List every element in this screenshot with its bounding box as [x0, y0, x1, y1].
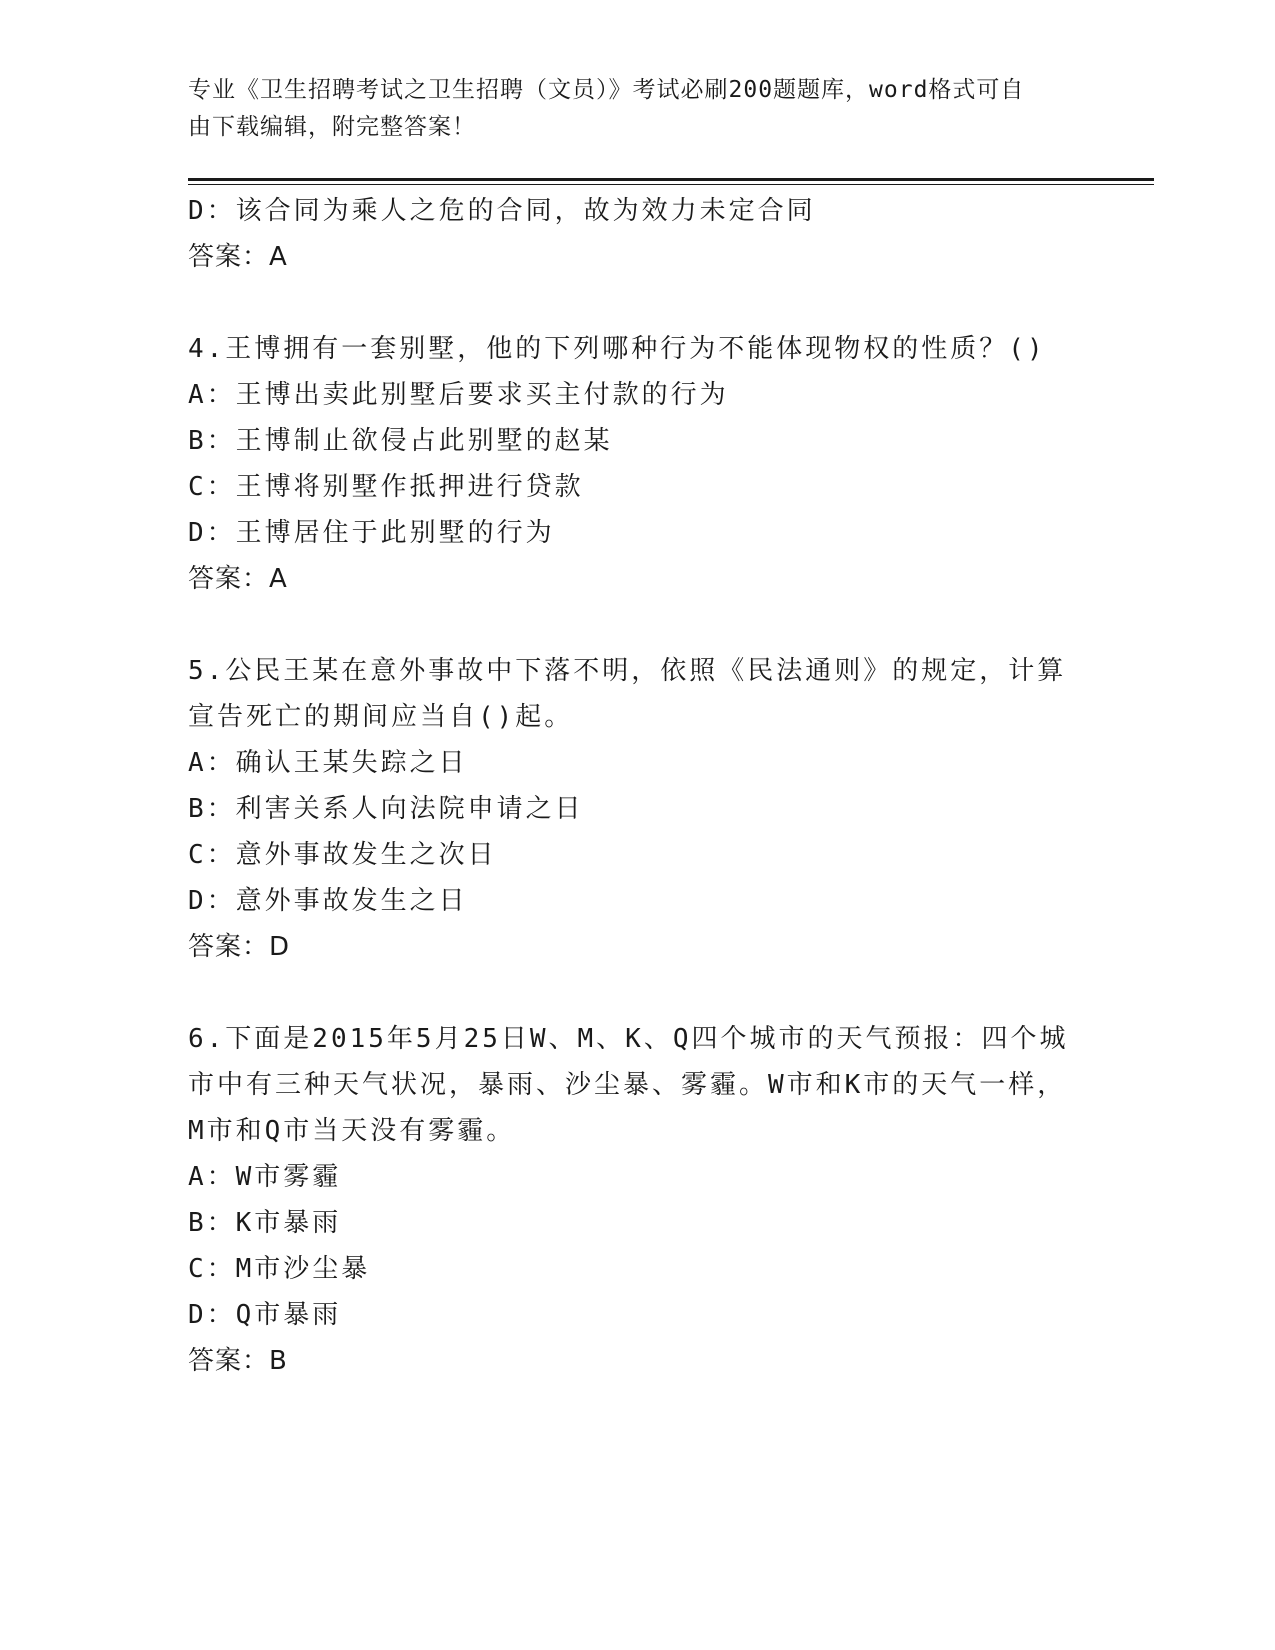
question-6	[188, 1016, 1088, 1384]
q5-option-d: D：意外事故发生之日	[188, 886, 468, 916]
header-line-1: 专业《卫生招聘考试之卫生招聘（文员）》考试必刷200题题库，word格式可自	[188, 77, 1025, 103]
q4-option-a: A：王博出卖此别墅后要求买主付款的行为	[188, 380, 729, 410]
question-4	[188, 326, 1088, 602]
q6-stem-line-1: 6.下面是2015年5月25日W、M、K、Q四个城市的天气预报：四个城	[188, 1024, 1069, 1054]
header-line-2: 由下载编辑，附完整答案！	[188, 114, 476, 140]
q6-stem-line-3: M市和Q市当天没有雾霾。	[188, 1116, 516, 1146]
q4-option-b: B：王博制止欲侵占此别墅的赵某	[188, 426, 613, 456]
document-body	[188, 188, 1088, 1384]
header-rule-thick	[188, 178, 1154, 181]
q5-stem-line-2: 宣告死亡的期间应当自()起。	[188, 702, 574, 732]
q6-stem-line-2: 市中有三种天气状况，暴雨、沙尘暴、雾霾。W市和K市的天气一样，	[188, 1070, 1067, 1100]
q5-stem-line-1: 5.公民王某在意外事故中下落不明，依照《民法通则》的规定，计算	[188, 656, 1067, 686]
spacer	[188, 602, 1088, 648]
question-5	[188, 648, 1088, 970]
spacer	[188, 970, 1088, 1016]
q6-option-b: B：K市暴雨	[188, 1208, 342, 1238]
q6-option-d: D：Q市暴雨	[188, 1300, 342, 1330]
q4-stem: 4.王博拥有一套别墅，他的下列哪种行为不能体现物权的性质？()	[188, 334, 1046, 364]
q5-option-b: B：利害关系人向法院申请之日	[188, 794, 584, 824]
q4-option-c: C：王博将别墅作抵押进行贷款	[188, 472, 584, 502]
q6-answer: 答案：B	[188, 1346, 288, 1376]
document-header	[188, 72, 1088, 146]
q6-option-c: C：M市沙尘暴	[188, 1254, 371, 1284]
q5-answer: 答案：D	[188, 932, 291, 962]
prev-question-block	[188, 188, 1088, 280]
spacer	[188, 280, 1088, 326]
prev-option-d: D：该合同为乘人之危的合同，故为效力未定合同	[188, 196, 816, 226]
q4-answer: 答案：A	[188, 564, 288, 594]
header-rule-thin	[188, 184, 1154, 185]
prev-answer: 答案：A	[188, 242, 288, 272]
q5-option-a: A：确认王某失踪之日	[188, 748, 468, 778]
q5-option-c: C：意外事故发生之次日	[188, 840, 497, 870]
q4-option-d: D：王博居住于此别墅的行为	[188, 518, 555, 548]
q6-option-a: A：W市雾霾	[188, 1162, 342, 1192]
